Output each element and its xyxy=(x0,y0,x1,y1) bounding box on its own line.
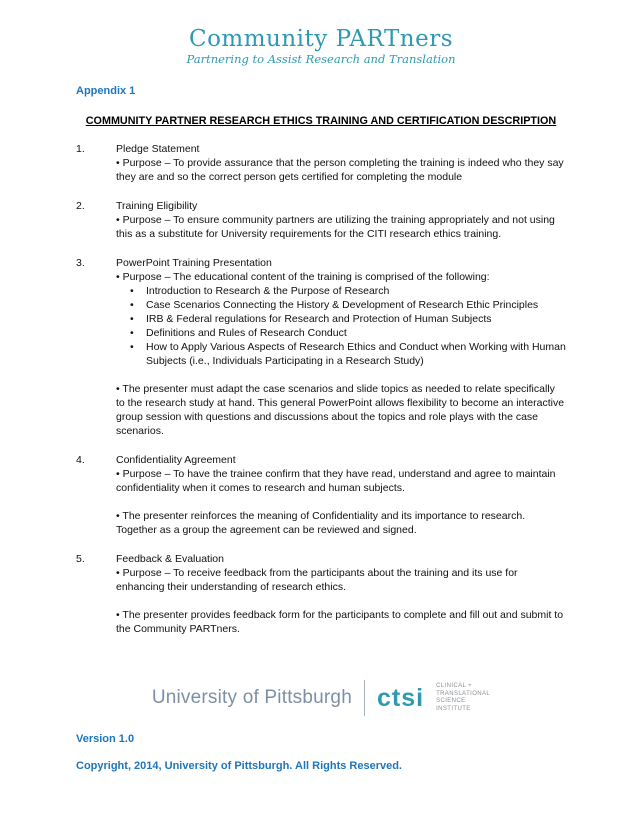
sub-bullet-text: Case Scenarios Connecting the History & Development of Research Ethic Principles xyxy=(146,299,539,311)
footer-divider xyxy=(364,680,365,716)
sub-bullet-text: Introduction to Research & the Purpose of Research xyxy=(146,285,390,297)
sub-bullet xyxy=(130,326,566,340)
list-item xyxy=(76,142,566,184)
logo-subtitle: Partnering to Assist Research and Translation xyxy=(186,52,456,66)
logo-title: Community PARTners xyxy=(188,26,454,52)
ctsi-caption-line: SCIENCE xyxy=(436,698,466,704)
ctsi-caption-line: INSTITUTE xyxy=(436,705,471,712)
copyright-notice: Copyright, 2014, University of Pittsburgh. All Rights Reserved. xyxy=(76,760,402,772)
community-partners-logo xyxy=(76,26,566,66)
paragraph: • Purpose – To have the trainee confirm that they have read, understand and agree to maintain confidentiality when it comes to research and human subjects. xyxy=(116,468,556,494)
paragraph: • Purpose – To receive feedback from the participants about the training and its use for enhancing their understanding of research ethics. xyxy=(116,567,518,593)
document-title: COMMUNITY PARTNER RESEARCH ETHICS TRAINING AND CERTIFICATION DESCRIPTION xyxy=(85,115,557,127)
paragraph: • Purpose – The educational content of the training is comprised of the following: xyxy=(116,271,490,283)
ctsi-logo: ctsi xyxy=(376,684,425,712)
item-number: 1. xyxy=(76,143,85,155)
sub-bullet-text: How to Apply Various Aspects of Research Ethics and Conduct when Working with Human Subjects (i.e., Individuals Participating in a Research Study) xyxy=(146,341,566,367)
sub-bullet xyxy=(130,340,566,368)
paragraph: • Purpose – To provide assurance that the person completing the training is indeed who they say they are and so the correct person gets certified for completing the module xyxy=(116,157,564,183)
version-label: Version 1.0 xyxy=(76,733,135,745)
footer-logos xyxy=(76,680,566,716)
ctsi-caption-line: CLINICAL + xyxy=(436,683,473,689)
bullet-marker: • xyxy=(130,341,134,353)
paragraph: • The presenter provides feedback form for the participants to complete and fill out and submit to the Community PARTners. xyxy=(116,609,564,635)
bullet-marker: • xyxy=(130,327,134,339)
sub-bullet-text: Definitions and Rules of Research Conduct xyxy=(146,327,347,339)
ctsi-caption xyxy=(436,683,490,713)
appendix-label: Appendix 1 xyxy=(76,85,136,97)
list-item xyxy=(76,453,566,537)
item-heading: PowerPoint Training Presentation xyxy=(116,257,272,269)
paragraph: • Purpose – To ensure community partners are utilizing the training appropriately and not using this as a substitute for University requirements for the CITI research ethics training. xyxy=(116,214,555,240)
bullet-marker: • xyxy=(130,313,134,325)
sub-bullet-text: IRB & Federal regulations for Research and Protection of Human Subjects xyxy=(146,313,492,325)
sub-bullet-list xyxy=(116,284,566,368)
item-number: 3. xyxy=(76,257,85,269)
item-heading: Pledge Statement xyxy=(116,143,200,155)
list-item xyxy=(76,256,566,438)
item-heading: Confidentiality Agreement xyxy=(116,454,236,466)
list-item xyxy=(76,199,566,241)
item-number: 4. xyxy=(76,454,85,466)
paragraph: • The presenter must adapt the case scenarios and slide topics as needed to relate specifically to the research study at hand. This general PowerPoint allows flexibility to become an interactive group session with questions and discussions about the topics and role plays with the case scenarios. xyxy=(116,383,565,437)
sub-bullet xyxy=(130,312,566,326)
bullet-marker: • xyxy=(130,299,134,311)
list-item xyxy=(76,552,566,636)
sub-bullet xyxy=(130,298,566,312)
paragraph: • The presenter reinforces the meaning of Confidentiality and its importance to research. Together as a group the agreement can be reviewed and signed. xyxy=(116,510,526,536)
pitt-wordmark: University of Pittsburgh xyxy=(151,687,352,708)
item-number: 2. xyxy=(76,200,85,212)
ctsi-caption-line: TRANSLATIONAL xyxy=(436,690,491,697)
bullet-marker: • xyxy=(130,285,134,297)
item-number: 5. xyxy=(76,553,85,565)
item-heading: Training Eligibility xyxy=(116,200,198,212)
sub-bullet xyxy=(130,284,566,298)
item-heading: Feedback & Evaluation xyxy=(116,553,224,565)
